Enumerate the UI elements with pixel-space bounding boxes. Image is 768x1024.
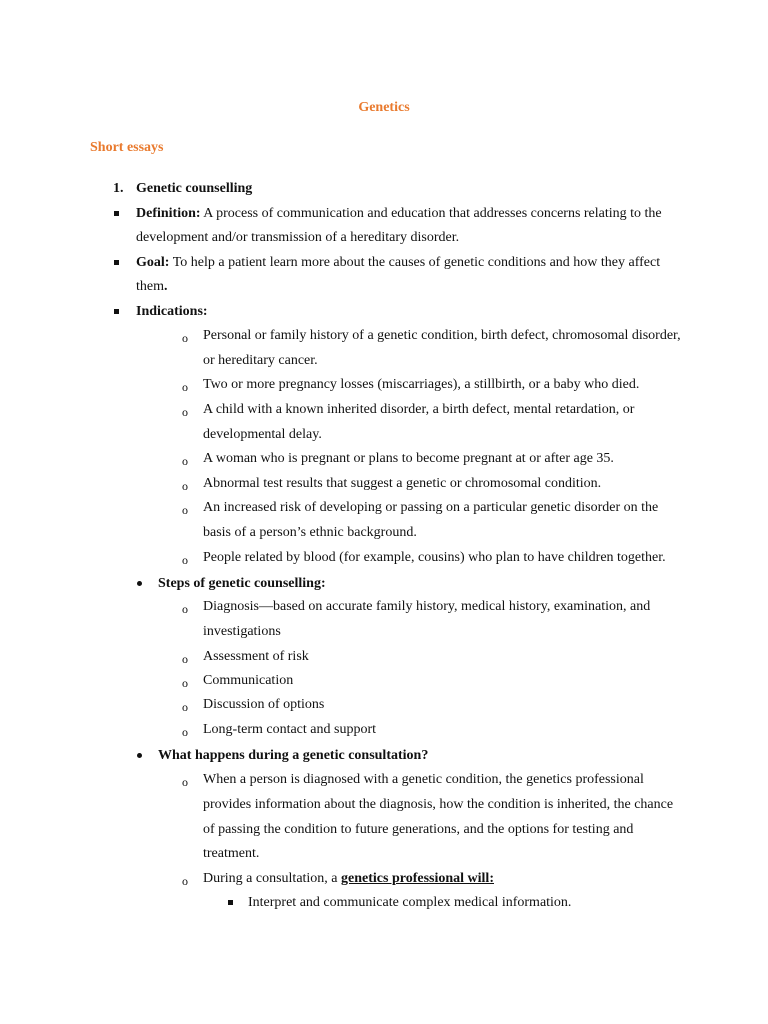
definition-text-1: A process of communication and education that addresses concerns relating to the bbox=[200, 206, 662, 221]
indications-label: Indications: bbox=[136, 304, 208, 319]
step-5: Long-term contact and support bbox=[203, 722, 377, 737]
indication-1-line-2: or hereditary cancer. bbox=[203, 353, 318, 368]
circle-bullet: o bbox=[182, 553, 188, 567]
indication-4-line-1: A woman who is pregnant or plans to become pregnant at or after age 35. bbox=[203, 451, 614, 466]
steps-label: Steps of genetic counselling: bbox=[158, 576, 326, 591]
step-2: Assessment of risk bbox=[203, 649, 309, 664]
goal-line-2 bbox=[136, 278, 168, 296]
goal-text-1: To help a patient learn more about the causes of genetic conditions and how they affect bbox=[169, 255, 661, 270]
consultation-para-line-4: treatment. bbox=[203, 846, 260, 861]
goal-text-2-end: . bbox=[164, 279, 168, 294]
consultation-para-line-2: provides information about the diagnosis, how the condition is inherited, the chance bbox=[203, 797, 674, 812]
subitem-1: Interpret and communicate complex medical information. bbox=[248, 895, 572, 910]
step-1-line-1: Diagnosis—based on accurate family history, medical history, examination, and bbox=[203, 599, 651, 614]
circle-bullet: o bbox=[182, 503, 188, 517]
step-1-line-2: investigations bbox=[203, 624, 281, 639]
circle-bullet: o bbox=[182, 652, 188, 666]
during-emphasis: genetics professional will: bbox=[341, 871, 494, 886]
step-3: Communication bbox=[203, 673, 294, 688]
circle-bullet: o bbox=[182, 454, 188, 468]
indication-5-line-1: Abnormal test results that suggest a genetic or chromosomal condition. bbox=[203, 476, 602, 491]
square-bullet bbox=[114, 260, 119, 265]
circle-bullet: o bbox=[182, 725, 188, 739]
indication-7-line-1: People related by blood (for example, cousins) who plan to have children together. bbox=[203, 550, 666, 565]
definition-label: Definition: bbox=[136, 206, 201, 221]
indication-3-line-1: A child with a known inherited disorder, a birth defect, mental retardation, or bbox=[203, 402, 635, 417]
step-4: Discussion of options bbox=[203, 697, 325, 712]
indication-6-line-1: An increased risk of developing or passing on a particular genetic disorder on the bbox=[203, 500, 659, 515]
round-bullet bbox=[137, 753, 142, 758]
circle-bullet: o bbox=[182, 479, 188, 493]
square-bullet bbox=[228, 900, 233, 905]
item-heading: Genetic counselling bbox=[136, 181, 253, 196]
consultation-para-line-3: of passing the condition to future generations, and the options for testing and bbox=[203, 822, 634, 837]
consultation-label: What happens during a genetic consultation? bbox=[158, 748, 429, 763]
circle-bullet: o bbox=[182, 700, 188, 714]
circle-bullet: o bbox=[182, 602, 188, 616]
definition-line-1 bbox=[136, 205, 662, 223]
circle-bullet: o bbox=[182, 676, 188, 690]
indication-6-line-2: basis of a person’s ethnic background. bbox=[203, 525, 417, 540]
goal-line-1 bbox=[136, 254, 660, 272]
indication-3-line-2: developmental delay. bbox=[203, 427, 322, 442]
indication-2-line-1: Two or more pregnancy losses (miscarriages), a stillbirth, or a baby who died. bbox=[203, 377, 640, 392]
document-title: Genetics bbox=[358, 100, 410, 115]
goal-label: Goal: bbox=[136, 255, 170, 270]
circle-bullet: o bbox=[182, 331, 188, 345]
circle-bullet: o bbox=[182, 775, 188, 789]
square-bullet bbox=[114, 309, 119, 314]
goal-text-2: them bbox=[136, 279, 164, 294]
square-bullet bbox=[114, 211, 119, 216]
item-number: 1. bbox=[113, 181, 124, 196]
consultation-para-line-1: When a person is diagnosed with a genetic condition, the genetics professional bbox=[203, 772, 644, 787]
section-heading: Short essays bbox=[90, 140, 164, 155]
during-prefix: During a consultation, a bbox=[203, 871, 342, 886]
circle-bullet: o bbox=[182, 405, 188, 419]
definition-line-2: development and/or transmission of a hereditary disorder. bbox=[136, 230, 460, 245]
round-bullet bbox=[137, 581, 142, 586]
during-consultation-line bbox=[203, 870, 494, 888]
circle-bullet: o bbox=[182, 874, 188, 888]
circle-bullet: o bbox=[182, 380, 188, 394]
indication-1-line-1: Personal or family history of a genetic condition, birth defect, chromosomal disorder, bbox=[203, 328, 681, 343]
